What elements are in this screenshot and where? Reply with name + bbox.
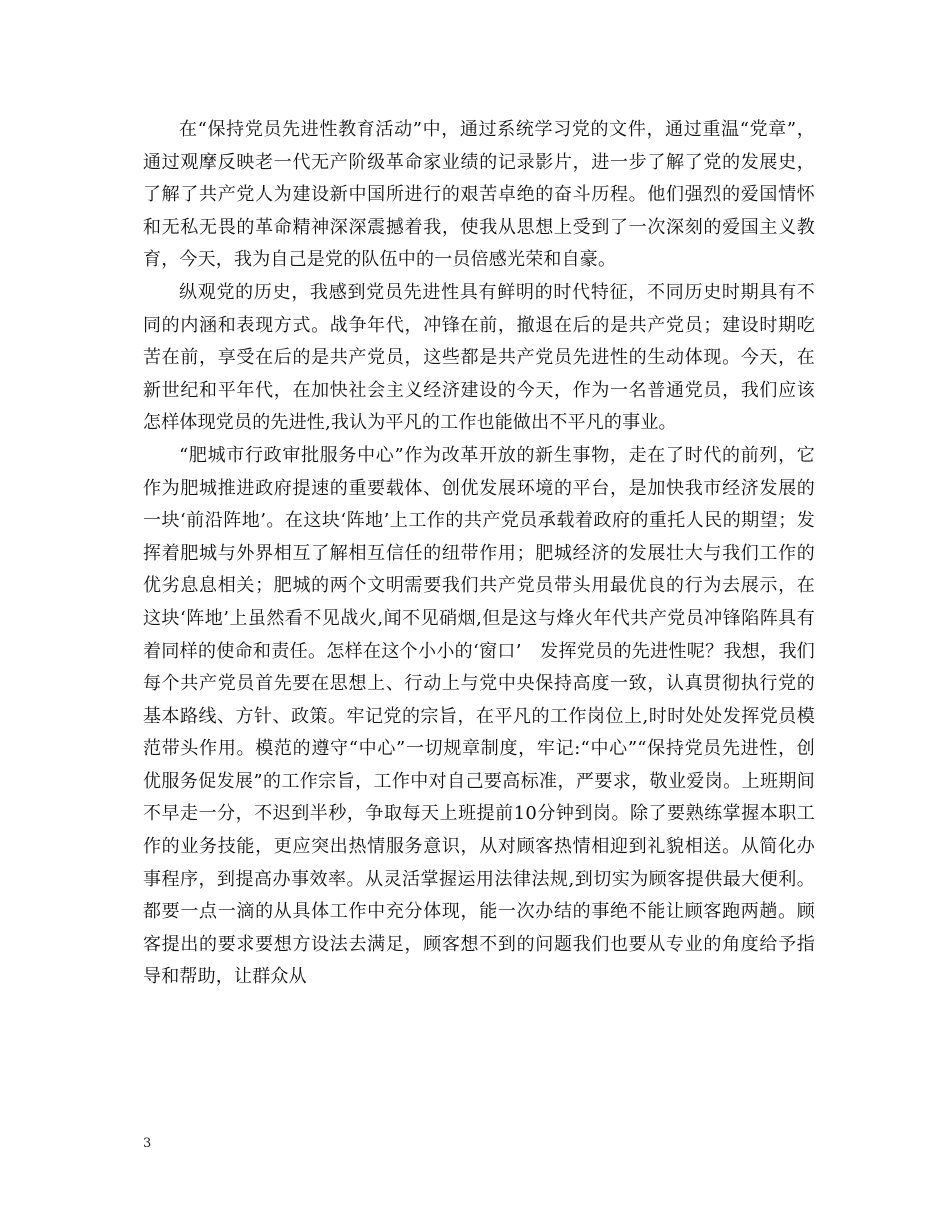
- page-number: 3: [143, 1136, 152, 1151]
- paragraph-2: 纵观党的历史，我感到党员先进性具有鲜明的时代特征，不同历史时期具有不同的内涵和表现方式。战争年代，冲锋在前，撤退在后的是共产党员；建设时期吃苦在前，享受在后的是共产党员，这些都是共产党员先进性的生动体现。今天，在新世纪和平年代，在加快社会主义经济建设的今天，作为一名普通党员，我们应该怎样体现党员的先进性,我认为平凡的工作也能做出不平凡的事业。: [143, 281, 815, 434]
- paragraph-3: “肥城市行政审批服务中心”作为改革开放的新生事物，走在了时代的前列，它作为肥城推进政府提速的重要载体、创优发展环境的平台，是加快我市经济发展的一块‘前沿阵地’。在这块‘阵地’上工作的共产党员承载着政府的重托人民的期望；发挥着肥城与外界相互了解相互信任的纽带作用；肥城经济的发展壮大与我们工作的优劣息息相关；肥城的两个文明需要我们共产党员带头用最优良的行为去展示，在这块‘阵地’上虽然看不见战火,闻不见硝烟,但是这与烽火年代共产党员冲锋陷阵具有着同样的使命和责任。怎样在这个小小的‘窗口’ 发挥党员的先进性呢？我想，我们每个共产党员首先要在思想上、行动上与党中央保持高度一致，认真贯彻执行党的基本路线、方针、政策。牢记党的宗旨，在平凡的工作岗位上,时时处处发挥党员模范带头作用。模范的遵守“中心”一切规章制度，牢记:“中心”“保持党员先进性，创优服务促发展”的工作宗旨，工作中对自己要高标准，严要求，敬业爱岗。上班期间不早走一分，不迟到半秒，争取每天上班提前10分钟到岗。除了要熟练掌握本职工作的业务技能，更应突出热情服务意识，从对顾客热情相迎到礼貌相送。从简化办事程序，到提高办事效率。从灵活掌握运用法律法规,到切实为顾客提供最大便利。都要一点一滴的从具体工作中充分体现，能一次办结的事绝不能让顾客跑两趟。顾客提出的要求要想方设法去满足，顾客想不到的问题我们也要从专业的角度给予指导和帮助，让群众从: [143, 444, 815, 988]
- body-text: [143, 114, 815, 994]
- paragraph-1: 在“保持党员先进性教育活动”中，通过系统学习党的文件，通过重温“党章”，通过观摩反映老一代无产阶级革命家业绩的记录影片，进一步了解了党的发展史，了解了共产党人为建设新中国所进行的艰苦卓绝的奋斗历程。他们强烈的爱国情怀和无私无畏的革命精神深深震撼着我，使我从思想上受到了一次深刻的爱国主义教育，今天，我为自己是党的队伍中的一员倍感光荣和自豪。: [143, 119, 815, 271]
